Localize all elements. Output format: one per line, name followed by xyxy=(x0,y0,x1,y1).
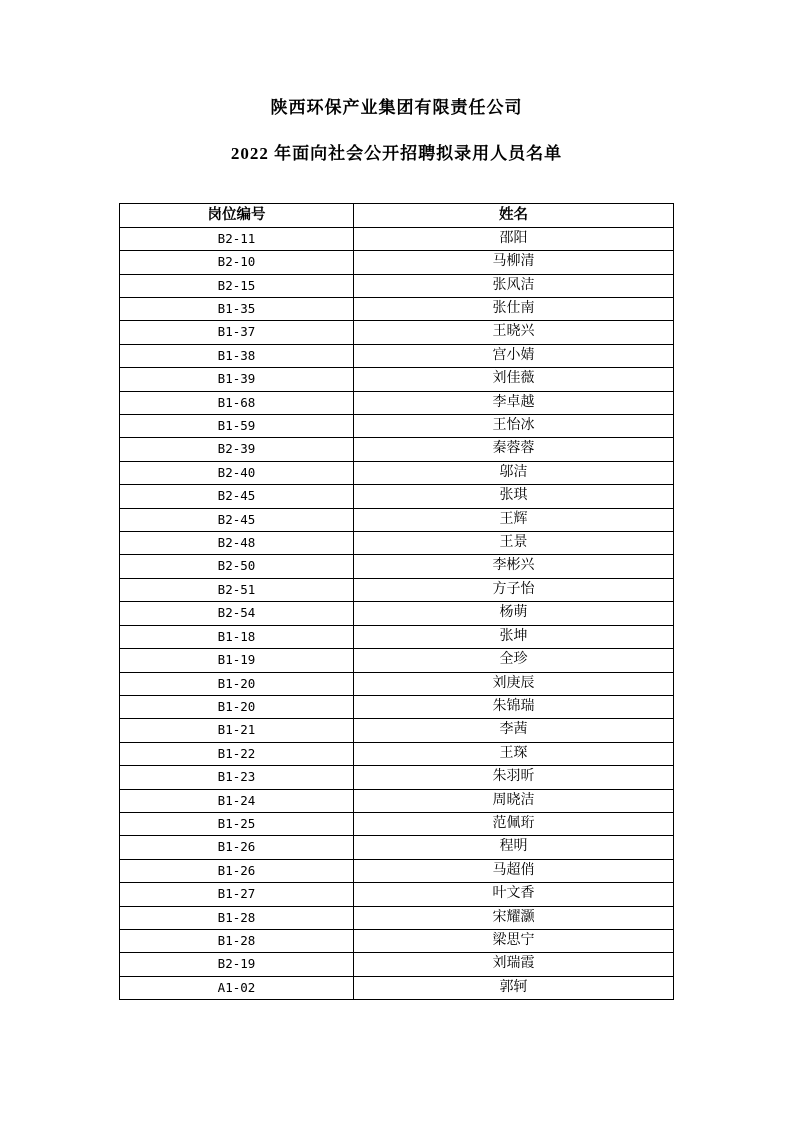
name-cell: 王琛 xyxy=(354,742,674,765)
document-title-line2: 2022 年面向社会公开招聘拟录用人员名单 xyxy=(230,144,563,164)
name-cell: 邵阳 xyxy=(354,227,674,250)
position-code-cell: B1-28 xyxy=(120,929,354,952)
header-position-code: 岗位编号 xyxy=(120,203,354,227)
name-cell: 李茜 xyxy=(354,719,674,742)
position-code-cell: B2-10 xyxy=(120,251,354,274)
position-code-cell: B2-48 xyxy=(120,532,354,555)
name-cell: 刘瑞霞 xyxy=(354,953,674,976)
table-row xyxy=(120,836,674,859)
name-cell: 梁思宁 xyxy=(354,929,674,952)
name-cell: 朱锦瑞 xyxy=(354,695,674,718)
position-code-cell: B1-23 xyxy=(120,766,354,789)
table-row xyxy=(120,929,674,952)
position-code-cell: B1-35 xyxy=(120,298,354,321)
table-row xyxy=(120,485,674,508)
position-code-cell: B2-39 xyxy=(120,438,354,461)
table-row xyxy=(120,649,674,672)
position-code-cell: B2-40 xyxy=(120,461,354,484)
table-row xyxy=(120,883,674,906)
position-code-cell: B2-45 xyxy=(120,485,354,508)
table-row xyxy=(120,227,674,250)
position-code-cell: B1-19 xyxy=(120,649,354,672)
name-cell: 张琪 xyxy=(354,485,674,508)
position-code-cell: B1-21 xyxy=(120,719,354,742)
position-code-cell: B1-59 xyxy=(120,415,354,438)
name-cell: 方子怡 xyxy=(354,578,674,601)
table-row xyxy=(120,625,674,648)
name-cell: 张风洁 xyxy=(354,274,674,297)
name-cell: 程明 xyxy=(354,836,674,859)
table-row xyxy=(120,859,674,882)
name-cell: 邬洁 xyxy=(354,461,674,484)
table-row xyxy=(120,438,674,461)
name-cell: 王怡冰 xyxy=(354,415,674,438)
table-row xyxy=(120,508,674,531)
table-row xyxy=(120,602,674,625)
table-row xyxy=(120,789,674,812)
document-title-line1: 陕西环保产业集团有限责任公司 xyxy=(270,98,523,117)
name-cell: 马柳清 xyxy=(354,251,674,274)
name-cell: 刘佳薇 xyxy=(354,368,674,391)
table-row xyxy=(120,274,674,297)
table-row xyxy=(120,695,674,718)
position-code-cell: B1-20 xyxy=(120,695,354,718)
table-row xyxy=(120,321,674,344)
position-code-cell: B1-18 xyxy=(120,625,354,648)
name-cell: 马超俏 xyxy=(354,859,674,882)
position-code-cell: B1-25 xyxy=(120,812,354,835)
name-cell: 宋耀灏 xyxy=(354,906,674,929)
table-row xyxy=(120,391,674,414)
position-code-cell: B1-20 xyxy=(120,672,354,695)
position-code-cell: B2-54 xyxy=(120,602,354,625)
name-cell: 宫小婧 xyxy=(354,344,674,367)
position-code-cell: B1-38 xyxy=(120,344,354,367)
name-cell: 杨萌 xyxy=(354,602,674,625)
position-code-cell: B1-37 xyxy=(120,321,354,344)
position-code-cell: B2-19 xyxy=(120,953,354,976)
name-cell: 周晓洁 xyxy=(354,789,674,812)
position-code-cell: B2-11 xyxy=(120,227,354,250)
table-row xyxy=(120,766,674,789)
table-row xyxy=(120,672,674,695)
table-row xyxy=(120,532,674,555)
name-cell: 范佩珩 xyxy=(354,812,674,835)
position-code-cell: B1-39 xyxy=(120,368,354,391)
table-row xyxy=(120,719,674,742)
position-code-cell: B1-27 xyxy=(120,883,354,906)
position-code-cell: B1-68 xyxy=(120,391,354,414)
name-cell: 李彬兴 xyxy=(354,555,674,578)
position-code-cell: B1-28 xyxy=(120,906,354,929)
header-name: 姓名 xyxy=(354,203,674,227)
table-row xyxy=(120,906,674,929)
table-row xyxy=(120,812,674,835)
table-header-row xyxy=(120,203,674,227)
table-row xyxy=(120,742,674,765)
position-code-cell: B2-51 xyxy=(120,578,354,601)
position-code-cell: B1-26 xyxy=(120,836,354,859)
position-code-cell: B2-50 xyxy=(120,555,354,578)
position-code-cell: B1-26 xyxy=(120,859,354,882)
position-code-cell: B2-45 xyxy=(120,508,354,531)
name-cell: 秦蓉蓉 xyxy=(354,438,674,461)
table-row xyxy=(120,344,674,367)
name-cell: 王晓兴 xyxy=(354,321,674,344)
table-row xyxy=(120,555,674,578)
name-cell: 张仕南 xyxy=(354,298,674,321)
table-row xyxy=(120,976,674,999)
position-code-cell: B2-15 xyxy=(120,274,354,297)
name-cell: 全珍 xyxy=(354,649,674,672)
position-code-cell: A1-02 xyxy=(120,976,354,999)
table-body xyxy=(120,227,674,999)
table-row xyxy=(120,368,674,391)
name-cell: 朱羽昕 xyxy=(354,766,674,789)
table-row xyxy=(120,298,674,321)
name-cell: 王景 xyxy=(354,532,674,555)
name-cell: 王辉 xyxy=(354,508,674,531)
name-cell: 郭轲 xyxy=(354,976,674,999)
roster-table xyxy=(119,203,674,1000)
name-cell: 刘庚辰 xyxy=(354,672,674,695)
name-cell: 叶文香 xyxy=(354,883,674,906)
table-row xyxy=(120,415,674,438)
position-code-cell: B1-24 xyxy=(120,789,354,812)
name-cell: 张坤 xyxy=(354,625,674,648)
table-row xyxy=(120,578,674,601)
position-code-cell: B1-22 xyxy=(120,742,354,765)
name-cell: 李卓越 xyxy=(354,391,674,414)
table-row xyxy=(120,461,674,484)
table-row xyxy=(120,953,674,976)
table-row xyxy=(120,251,674,274)
